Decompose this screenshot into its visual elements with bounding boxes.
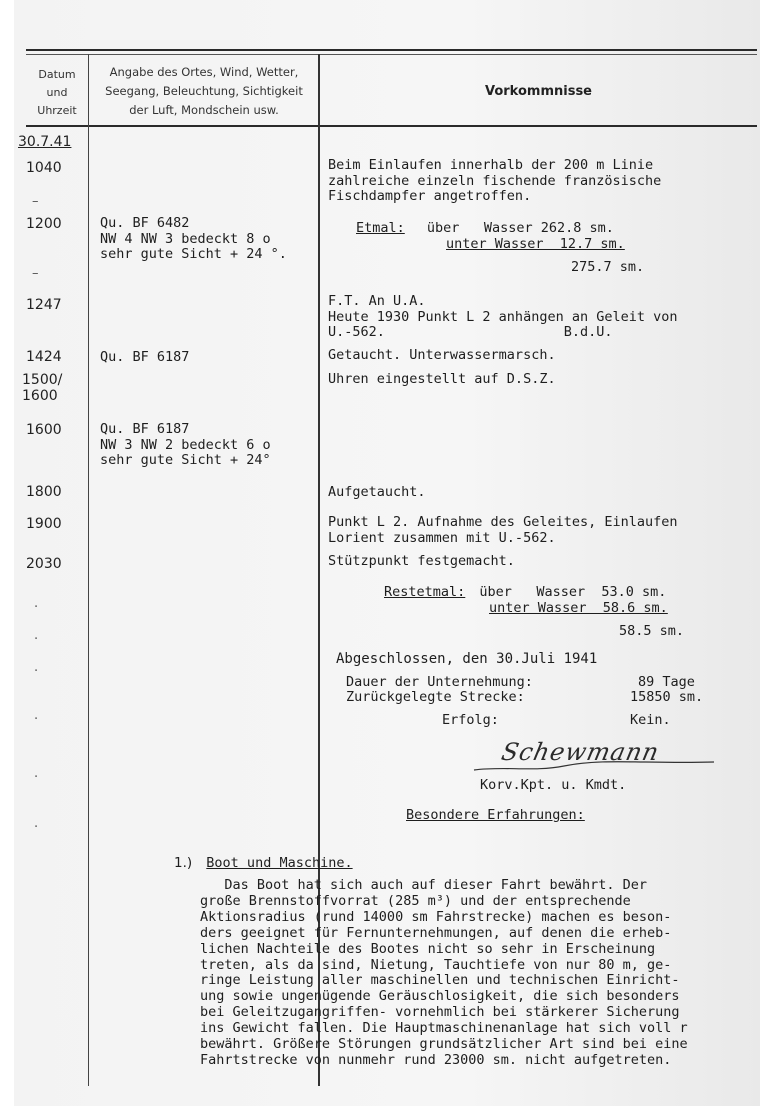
event-line: zahlreiche einzeln fischende französische (328, 172, 662, 189)
margin-dot: · (34, 632, 39, 647)
event-line: Heute 1930 Punkt L 2 anhängen an Geleit von (328, 308, 678, 325)
event-1800 (328, 485, 426, 501)
location-line: Qu. BF 6187 (100, 421, 190, 437)
margin-dot: · (34, 600, 39, 615)
closing-success-value: Kein. (630, 712, 671, 728)
closing-distance-label: Zurückgelegte Strecke: (346, 689, 525, 705)
restetmal-label: Restetmal: (384, 584, 466, 600)
header-col-place-line: Seegang, Beleuchtung, Sichtigkeit (105, 84, 303, 98)
dash-mark: – (32, 194, 39, 209)
dash-mark: – (32, 266, 39, 281)
margin-dot: · (34, 712, 39, 727)
event-line: Punkt L 2. Aufnahme des Geleites, Einlaufen (328, 514, 678, 530)
paragraph-line: Das Boot hat sich auch auf dieser Fahrt bewährt. Der (200, 877, 648, 893)
event-1247 (328, 294, 678, 341)
header-col-date-line: Datum (38, 68, 76, 81)
section-heading (174, 856, 353, 872)
header-col-place-line: Angabe des Ortes, Wind, Wetter, (109, 65, 299, 79)
header-col-date (28, 66, 86, 120)
header-bottom-rule (26, 125, 757, 127)
time-1800: 1800 (26, 484, 62, 500)
top-rule (26, 49, 757, 51)
etmal-line-3 (356, 260, 644, 276)
paragraph-line: lichen Nachteile des Bootes nicht so sehr in Erscheinung (200, 940, 656, 957)
event-1040 (328, 158, 661, 205)
location-1600 (100, 422, 271, 469)
time-2030: 2030 (26, 556, 62, 572)
event-line: Getaucht. Unterwassermarsch. (328, 347, 556, 363)
paragraph-line: Aktionsradius (rund 14000 sm Fahrstrecke) machen es beson- (200, 908, 672, 925)
header-col-place (90, 63, 318, 120)
paragraph-line: Fahrtstrecke von nunmehr rund 23000 sm. nicht aufgetreten. (200, 1051, 672, 1068)
location-line: Qu. BF 6187 (100, 349, 190, 365)
event-1424 (328, 348, 556, 364)
header-col-events (320, 82, 757, 101)
location-line: sehr gute Sicht + 24° (100, 452, 271, 468)
col-divider-1 (88, 54, 89, 1086)
event-line: U.-562. B.d.U. (328, 324, 613, 340)
time-1247: 1247 (26, 297, 62, 313)
signature (444, 736, 724, 780)
etmal-line1: über Wasser 262.8 sm. (426, 220, 614, 236)
log-date: 30.7.41 (18, 134, 72, 150)
header-col-date-line: und (46, 86, 68, 99)
event-line: Stützpunkt festgemacht. (328, 553, 515, 569)
closing-distance-value: 15850 sm. (630, 689, 704, 705)
paragraph-line: ins Gewicht fallen. Die Hauptmaschinenanlage hat sich voll r (200, 1020, 688, 1037)
time-1200: 1200 (26, 216, 62, 232)
location-line: NW 4 NW 3 bedeckt 8 o (100, 230, 271, 247)
paragraph-line: ung sowie ungenügende Geräuschlosigkeit, die sich besonders (200, 988, 680, 1005)
location-1200 (100, 216, 287, 263)
event-line: F.T. An U.A. (328, 293, 426, 309)
event-line: Uhren eingestellt auf D.S.Z. (328, 371, 556, 387)
restetmal-line-3 (384, 624, 684, 640)
top-rule-2 (26, 54, 757, 55)
restetmal-total: 58.5 sm. (619, 623, 685, 639)
etmal-label: Etmal: (356, 220, 405, 236)
paragraph-line: ringe Leistung aller maschinellen und technischen Einricht- (200, 972, 680, 989)
event-line: Aufgetaucht. (328, 484, 426, 500)
time-1040: 1040 (26, 160, 62, 176)
restetmal-line-1 (384, 585, 684, 601)
section-number: 1.) (174, 855, 193, 871)
event-2030 (328, 554, 515, 570)
header-col-events-label: Vorkommnisse (484, 84, 592, 99)
closing-date: Abgeschlossen, den 30.Juli 1941 (336, 651, 598, 667)
event-line: Lorient zusammen mit U.-562. (328, 529, 556, 546)
logbook-page (14, 0, 760, 1106)
etmal-line2: unter Wasser 12.7 sm. (446, 235, 625, 252)
etmal-total: 275.7 sm. (571, 259, 645, 275)
special-heading: Besondere Erfahrungen: (406, 807, 585, 823)
time-1600: 1600 (26, 422, 62, 438)
event-1500 (328, 372, 556, 388)
location-line: Qu. BF 6482 (100, 215, 190, 231)
time-1424: 1424 (26, 349, 62, 365)
etmal-line-1 (356, 221, 644, 237)
closing-success-label: Erfolg: (442, 712, 499, 728)
paragraph-line: treten, als da sind, Nietung, Tauchtiefe von nur 80 m, ge- (200, 956, 672, 973)
section-title: Boot und Maschine. (206, 855, 353, 871)
header-col-date-line: Uhrzeit (37, 104, 77, 117)
event-1900 (328, 515, 678, 546)
etmal-block (356, 221, 644, 276)
location-1424 (100, 350, 189, 366)
margin-dot: · (34, 770, 39, 785)
rank: Korv.Kpt. u. Kmdt. (480, 777, 627, 793)
closing-duration-value: 89 Tage (638, 674, 695, 690)
location-line: sehr gute Sicht + 24 °. (100, 246, 287, 262)
section-paragraph (200, 878, 688, 1069)
margin-dot: · (34, 820, 39, 835)
etmal-line-2 (356, 237, 644, 253)
closing-duration-label: Dauer der Unternehmung: (346, 674, 533, 690)
header-col-place-line: der Luft, Mondschein usw. (129, 103, 279, 117)
paragraph-line: große Brennstoffvorrat (285 m³) und der entsprechende (200, 892, 631, 909)
paragraph-line: bewährt. Größere Störungen grundsätzlicher Art sind bei eine (200, 1036, 688, 1053)
margin-dot: · (34, 664, 39, 679)
location-line: NW 3 NW 2 bedeckt 6 o (100, 436, 271, 453)
signature-text: Schewmann (499, 738, 663, 766)
paragraph-line: bei Geleitzugangriffen- vornehmlich bei stärkerer Sicherung (200, 1004, 680, 1021)
restetmal-line1: über Wasser 53.0 sm. (479, 584, 667, 600)
time-1500-1600-text: 1500/ 1600 (22, 372, 63, 404)
paragraph-line: ders geeignet für Fernunternehmungen, auf denen die erheb- (200, 924, 672, 941)
time-1500-1600 (22, 372, 62, 404)
restetmal-block (384, 585, 684, 640)
restetmal-line2: unter Wasser 58.6 sm. (489, 599, 668, 616)
event-line: Fischdampfer angetroffen. (328, 188, 532, 204)
restetmal-line-2 (384, 601, 684, 617)
time-1900: 1900 (26, 516, 62, 532)
event-line: Beim Einlaufen innerhalb der 200 m Linie (328, 157, 654, 173)
